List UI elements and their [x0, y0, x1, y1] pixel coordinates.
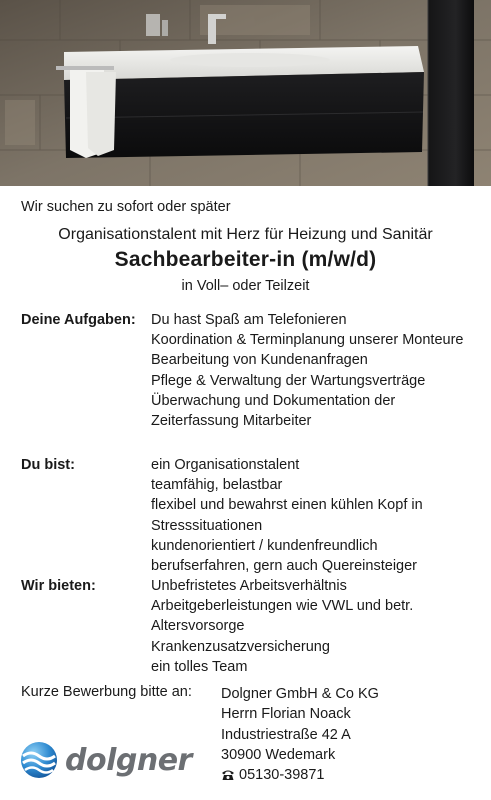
list-item: Krankenzusatzversicherung: [151, 638, 330, 655]
telephone-icon: [221, 769, 235, 781]
section-list-offer: [151, 576, 487, 677]
application-address: [221, 684, 379, 785]
logo-wordmark: dolgner: [65, 742, 192, 778]
phone-number[interactable]: 05130-39871: [239, 767, 325, 784]
section-label-tasks: Deine Aufgaben:: [21, 312, 136, 328]
list-item: Koordination & Terminplanung unserer Monteure: [151, 332, 464, 349]
company-name: Dolgner GmbH & Co KG: [221, 686, 379, 702]
application-label: Kurze Bewerbung bitte an:: [21, 684, 192, 700]
list-item: flexibel und bewahrst einen kühlen Kopf in Stresssituationen: [151, 497, 423, 534]
section-list-tasks: [151, 310, 487, 431]
worktime-text: in Voll– oder Teilzeit: [181, 278, 310, 294]
section-list-profile: [151, 455, 487, 576]
list-item: Überwachung und Dokumentation der Zeiterfassung Mitarbeiter: [151, 392, 396, 430]
list-item: Bearbeitung von Kundenanfragen: [151, 352, 368, 369]
list-item: teamfähig, belastbar: [151, 477, 283, 494]
hero-image: [0, 0, 491, 186]
subtitle: Organisationstalent mit Herz für Heizung und Sanitär: [58, 226, 433, 243]
list-item: Pflege & Verwaltung der Wartungsverträge: [151, 372, 426, 389]
list-item: kundenorientiert / kundenfreundlich: [151, 537, 378, 554]
list-item: Du hast Spaß am Telefonieren: [151, 312, 347, 328]
list-item: ein tolles Team: [151, 658, 248, 675]
contact-person: Herrn Florian Noack: [221, 706, 351, 723]
phone-line[interactable]: [221, 765, 379, 785]
job-title: Sachbearbeiter-in (m/w/d): [114, 248, 377, 271]
city-address: 30900 Wedemark: [221, 746, 336, 763]
street-address: Industriestraße 42 A: [221, 726, 351, 743]
section-label-offer: Wir bieten:: [21, 578, 96, 594]
list-item: berufserfahren, gern auch Quereinsteiger: [151, 558, 417, 575]
company-logo: [19, 740, 192, 780]
list-item: Arbeitgeberleistungen wie VWL und betr. Altersvorsorge: [151, 598, 414, 635]
water-wave-logo-icon: [19, 740, 59, 780]
section-label-profile: Du bist:: [21, 457, 75, 473]
list-item: ein Organisationstalent: [151, 457, 300, 473]
intro-text: Wir suchen zu sofort oder später: [21, 199, 231, 215]
list-item: Unbefristetes Arbeitsverhältnis: [151, 578, 347, 594]
